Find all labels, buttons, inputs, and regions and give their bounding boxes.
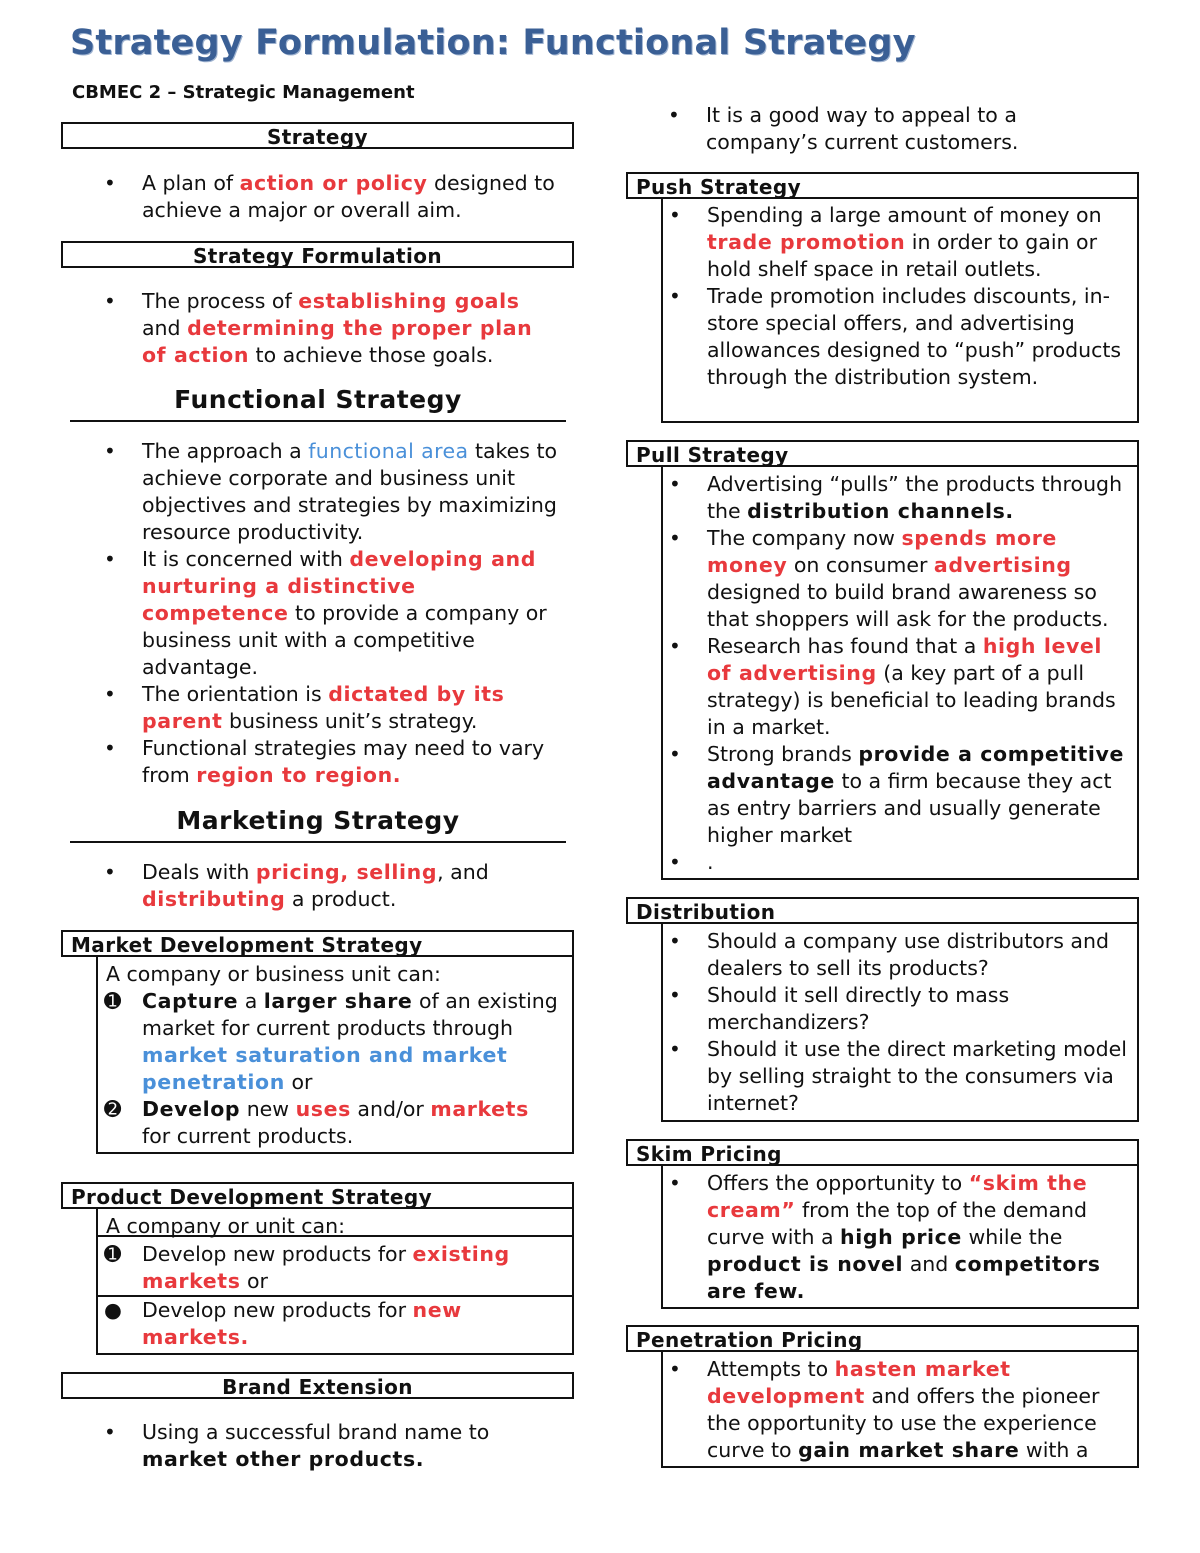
distribution-box xyxy=(661,922,1139,1122)
market-development-box xyxy=(96,955,574,1154)
product-development-box xyxy=(96,1207,574,1355)
number-2-icon: ● xyxy=(104,1298,122,1322)
functional-list xyxy=(98,438,568,789)
marketing-strategy-heading: Marketing Strategy xyxy=(70,805,566,843)
skim-pricing-heading: Skim Pricing xyxy=(626,1139,1139,1166)
list-item: • Should it sell directly to mass merchandizers? xyxy=(663,982,1129,1036)
list-item: • Using a successful brand name to market other products. xyxy=(98,1419,558,1473)
functional-strategy-heading: Functional Strategy xyxy=(70,384,566,422)
market-development-intro: A company or business unit can: xyxy=(106,962,441,986)
list-item: ➊ Capture a larger share of an existing market for current products through market saturation and market penetration or xyxy=(104,989,558,1094)
strategy-heading: Strategy xyxy=(61,122,574,149)
list-item: • Spending a large amount of money on trade promotion in order to gain or hold shelf space in retail outlets. xyxy=(663,202,1129,283)
continued-list xyxy=(662,102,1132,156)
page-title: Strategy Formulation: Functional Strategy xyxy=(70,23,916,63)
number-1-icon: ➊ xyxy=(104,1242,122,1266)
product-development-intro: A company or unit can: xyxy=(98,1207,572,1237)
skim-pricing-box xyxy=(661,1164,1139,1309)
number-1-icon: ➊ xyxy=(104,989,122,1013)
skim-list xyxy=(663,1164,1137,1305)
distribution-heading: Distribution xyxy=(626,897,1139,924)
list-item: • Should it use the direct marketing model by selling straight to the consumers via internet? xyxy=(663,1036,1129,1117)
brand-extension-heading: Brand Extension xyxy=(61,1372,574,1399)
list-item: • Attempts to hasten market development and offers the pioneer the opportunity to use the experience curve to gain market share with a xyxy=(663,1356,1129,1464)
list-item: ➋ Develop new uses and/or markets for current products. xyxy=(104,1097,529,1148)
penetration-list xyxy=(663,1350,1137,1464)
list-item: • Offers the opportunity to “skim the cream” from the top of the demand curve with a high price while the product is novel and competitors are few. xyxy=(663,1170,1129,1305)
push-strategy-box xyxy=(661,197,1139,423)
list-item: • . xyxy=(663,849,1129,876)
penetration-pricing-box xyxy=(661,1350,1139,1468)
formulation-list xyxy=(98,288,558,369)
list-item: ➊ Develop new products for existing markets or xyxy=(98,1237,572,1297)
brand-list xyxy=(98,1419,558,1473)
number-2-icon: ➋ xyxy=(104,1097,122,1121)
push-list xyxy=(663,197,1137,391)
pull-strategy-heading: Pull Strategy xyxy=(626,440,1139,467)
distribution-list xyxy=(663,922,1137,1117)
course-subtitle: CBMEC 2 – Strategic Management xyxy=(72,82,415,103)
pull-list xyxy=(663,465,1137,876)
penetration-pricing-heading: Penetration Pricing xyxy=(626,1325,1139,1352)
list-item: • Trade promotion includes discounts, in-store special offers, and advertising allowances designed to “push” products through the distribution system. xyxy=(663,283,1129,391)
pull-strategy-box xyxy=(661,465,1139,880)
list-item: • It is concerned with developing and nurturing a distinctive competence to provide a company or business unit with a competitive advantage. xyxy=(98,546,568,681)
product-development-heading: Product Development Strategy xyxy=(61,1182,574,1209)
market-development-heading: Market Development Strategy xyxy=(61,930,574,957)
list-item: ● Develop new products for new markets. xyxy=(104,1298,462,1349)
strategy-formulation-heading: Strategy Formulation xyxy=(61,241,574,268)
marketing-list xyxy=(98,859,568,913)
list-item: • The approach a functional area takes to achieve corporate and business unit objectives and strategies by maximizing resource productivity. xyxy=(98,438,568,546)
list-item: • It is a good way to appeal to a company’s current customers. xyxy=(662,102,1132,156)
list-item: • The orientation is dictated by its parent business unit’s strategy. xyxy=(98,681,568,735)
list-item: • The process of establishing goals and determining the proper plan of action to achieve those goals. xyxy=(98,288,558,369)
list-item: • The company now spends more money on consumer advertising designed to build brand awareness so that shoppers will ask for the products. xyxy=(663,525,1129,633)
list-item: • Strong brands provide a competitive advantage to a firm because they act as entry barriers and usually generate higher market xyxy=(663,741,1129,849)
list-item: • Functional strategies may need to vary from region to region. xyxy=(98,735,568,789)
list-item: • Advertising “pulls” the products through the distribution channels. xyxy=(663,471,1129,525)
list-item: • Research has found that a high level of advertising (a key part of a pull strategy) is beneficial to leading brands in a market. xyxy=(663,633,1129,741)
push-strategy-heading: Push Strategy xyxy=(626,172,1139,199)
list-item: • A plan of action or policy designed to achieve a major or overall aim. xyxy=(98,170,558,224)
list-item: • Should a company use distributors and dealers to sell its products? xyxy=(663,928,1129,982)
strategy-list xyxy=(98,170,558,224)
list-item: • Deals with pricing, selling, and distributing a product. xyxy=(98,859,568,913)
